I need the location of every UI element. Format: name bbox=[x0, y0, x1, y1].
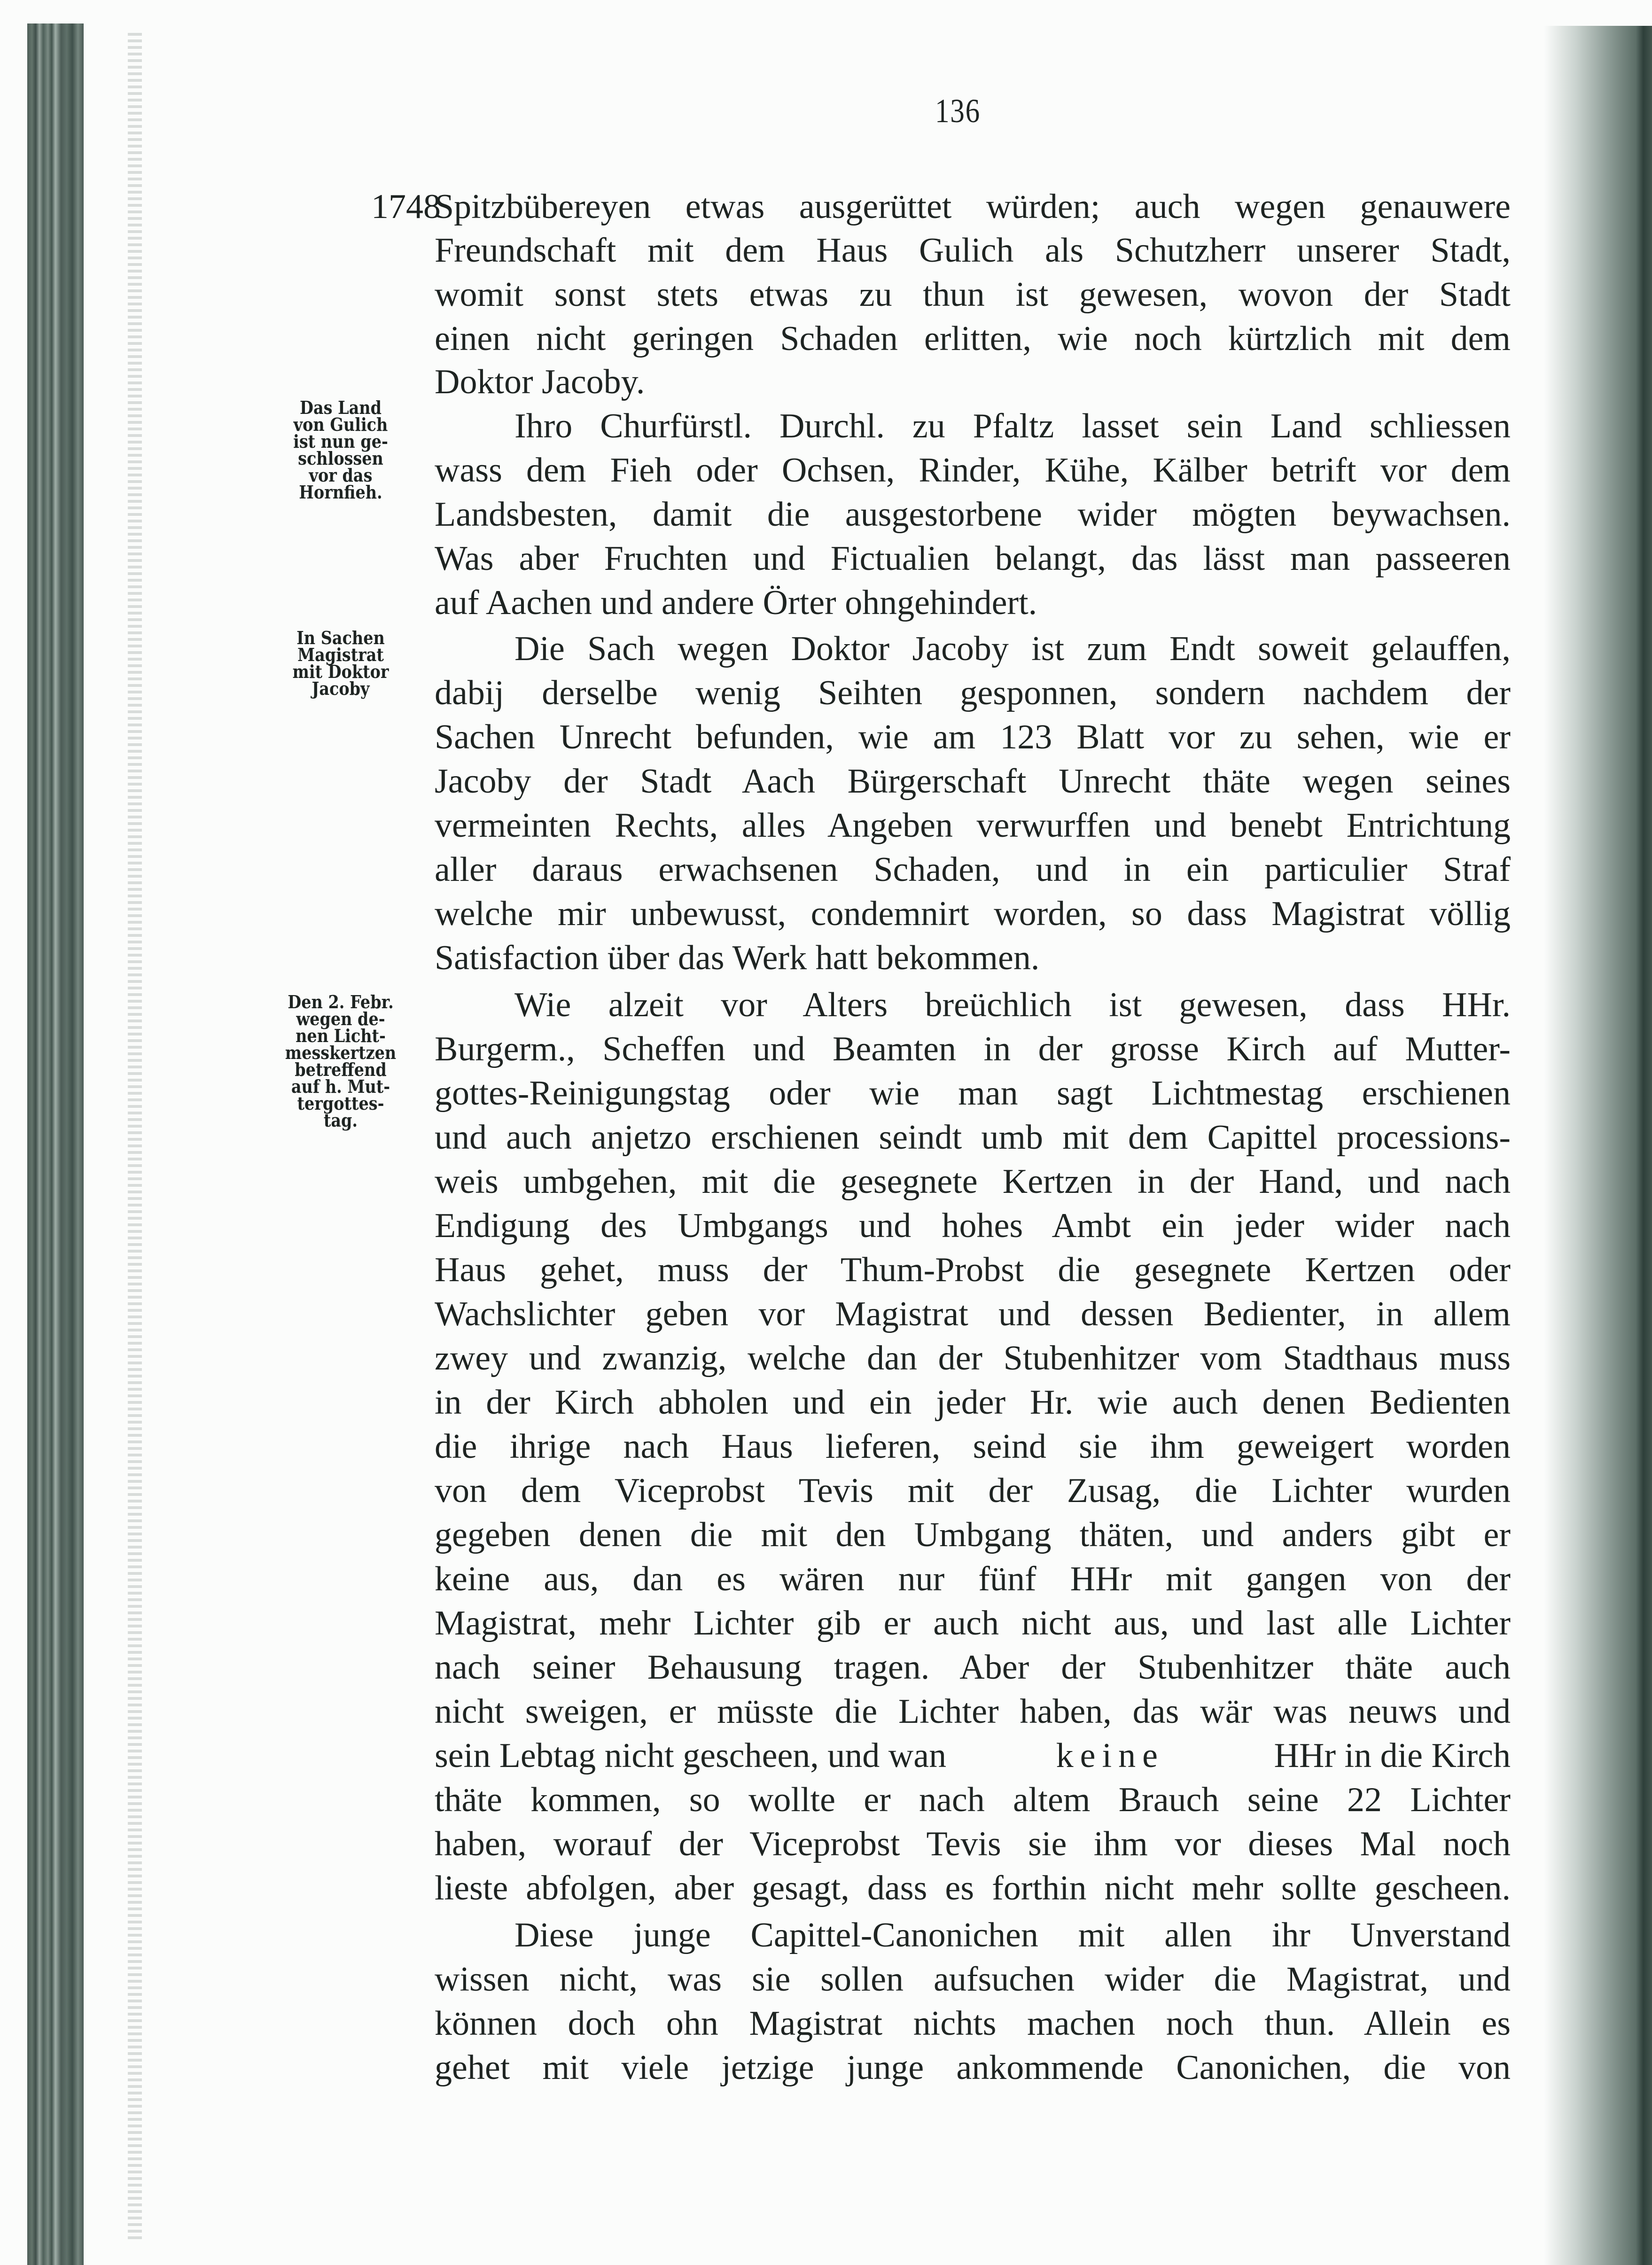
text-line: wissen nicht, was sie sollen aufsuchen wider die Magistrat, und bbox=[435, 1960, 1511, 1999]
year-marker: 1748 bbox=[371, 187, 441, 226]
text-line: die ihrige nach Haus lieferen, seind sie ihm geweigert worden bbox=[435, 1427, 1511, 1466]
text-line: können doch ohn Magistrat nichts machen noch thun. Allein es bbox=[435, 2004, 1511, 2043]
text-line: haben, worauf der Viceprobst Tevis sie ihm vor dieses Mal noch bbox=[435, 1825, 1511, 1863]
text-segment: sein Lebtag nicht gescheen, und wan bbox=[435, 1736, 947, 1775]
margin-note-line: schlossen bbox=[298, 448, 383, 469]
margin-note-line: wegen de- bbox=[296, 1008, 385, 1029]
text-line: Spitzbübereyen etwas ausgerüttet würden; auch wegen genauwere bbox=[435, 187, 1511, 226]
text-line: auf Aachen und andere Örter ohngehindert. bbox=[435, 584, 1037, 622]
margin-note-line: Hornfieh. bbox=[299, 482, 382, 503]
margin-note-line: tag. bbox=[323, 1110, 358, 1131]
text-line: Jacoby der Stadt Aach Bürgerschaft Unrecht thäte wegen seines bbox=[435, 762, 1511, 801]
margin-note-line: von Gulich bbox=[293, 414, 388, 435]
margin-note-land-gulich bbox=[273, 399, 409, 501]
text-line: Was aber Fruchten und Fictualien belangt, das lässt man passeeren bbox=[435, 539, 1511, 578]
margin-note-line: messkertzen bbox=[285, 1042, 397, 1063]
book-binding-shadow-left bbox=[27, 23, 84, 2265]
text-line: Doktor Jacoby. bbox=[435, 363, 645, 401]
emphasized-word: keine bbox=[1056, 1736, 1164, 1775]
text-line: Magistrat, mehr Lichter gib er auch nicht aus, und last alle Lichter bbox=[435, 1604, 1511, 1642]
text-line: gehet mit viele jetzige junge ankommende Canonichen, die von bbox=[435, 2048, 1511, 2087]
page-number: 136 bbox=[935, 92, 981, 130]
margin-note-line: Magistrat bbox=[297, 644, 384, 665]
text-line-emphasis bbox=[435, 1735, 1511, 1777]
text-line: keine aus, dan es wären nur fünf HHr mit gangen von der bbox=[435, 1560, 1511, 1598]
text-line: dabij derselbe wenig Seihten gesponnen, sondern nachdem der bbox=[435, 674, 1511, 712]
margin-note-line: Den 2. Febr. bbox=[288, 991, 394, 1012]
text-line: aller daraus erwachsenen Schaden, und in ein particulier Straf bbox=[435, 850, 1511, 889]
margin-note-line: Jacoby bbox=[312, 678, 370, 699]
text-line: womit sonst stets etwas zu thun ist gewesen, wovon der Stadt bbox=[435, 275, 1511, 314]
text-line: Satisfaction über das Werk hatt bekommen. bbox=[435, 939, 1040, 977]
text-line: Haus gehet, muss der Thum-Probst die gesegnete Kertzen oder bbox=[435, 1251, 1511, 1289]
margin-note-line: ist nun ge- bbox=[293, 431, 388, 452]
text-line: Die Sach wegen Doktor Jacoby ist zum Endt soweit gelauffen, bbox=[514, 630, 1511, 668]
text-line: wass dem Fieh oder Ochsen, Rinder, Kühe, Kälber betrift vor dem bbox=[435, 451, 1511, 490]
bleed-through-marks bbox=[128, 33, 142, 2241]
margin-note-line: In Sachen bbox=[296, 627, 385, 648]
margin-note-line: mit Doktor bbox=[292, 661, 389, 682]
text-line: nach seiner Behausung tragen. Aber der Stubenhitzer thäte auch bbox=[435, 1648, 1511, 1687]
text-line: vermeinten Rechts, alles Angeben verwurffen und benebt Entrichtung bbox=[435, 806, 1511, 845]
text-line: Sachen Unrecht befunden, wie am 123 Blatt vor zu sehen, wie er bbox=[435, 718, 1511, 756]
text-line: welche mir unbewusst, condemnirt worden, so dass Magistrat völlig bbox=[435, 895, 1511, 933]
text-line: gottes-Reinigungstag oder wie man sagt Lichtmestag erschienen bbox=[435, 1074, 1511, 1113]
margin-note-line: vor das bbox=[309, 465, 373, 486]
margin-note-line: tergottes- bbox=[297, 1093, 384, 1114]
margin-note-line: betreffend bbox=[295, 1059, 387, 1080]
text-line: Diese junge Capittel-Canonichen mit allen ihr Unverstand bbox=[514, 1916, 1511, 1954]
margin-note-lichtmess bbox=[273, 991, 409, 1131]
page-edge-shadow-right bbox=[1544, 26, 1652, 2265]
text-line: gegeben denen die mit den Umbgang thäten, und anders gibt er bbox=[435, 1516, 1511, 1554]
text-line: Freundschaft mit dem Haus Gulich als Schutzherr unserer Stadt, bbox=[435, 231, 1511, 270]
text-line: Landsbesten, damit die ausgestorbene wider mögten beywachsen. bbox=[435, 495, 1511, 534]
text-line: von dem Viceprobst Tevis mit der Zusag, die Lichter wurden bbox=[435, 1471, 1511, 1510]
text-segment: HHr in die Kirch bbox=[1274, 1736, 1511, 1775]
text-line: einen nicht geringen Schaden erlitten, wie noch kürtzlich mit dem bbox=[435, 319, 1511, 358]
text-line: Wie alzeit vor Alters breüchlich ist gewesen, dass HHr. bbox=[514, 986, 1511, 1024]
margin-note-doktor-jacoby bbox=[273, 627, 409, 699]
text-line: in der Kirch abholen und ein jeder Hr. wie auch denen Bedienten bbox=[435, 1383, 1511, 1422]
text-line: lieste abfolgen, aber gesagt, dass es forthin nicht mehr sollte gescheen. bbox=[435, 1869, 1511, 1907]
margin-note-line: auf h. Mut- bbox=[291, 1076, 390, 1097]
text-line: weis umbgehen, mit die gesegnete Kertzen in der Hand, und nach bbox=[435, 1162, 1511, 1201]
margin-note-line: Das Land bbox=[299, 397, 382, 418]
text-line: Wachslichter geben vor Magistrat und dessen Bedienter, in allem bbox=[435, 1295, 1511, 1333]
margin-note-line: nen Licht- bbox=[296, 1025, 386, 1046]
text-line: Endigung des Umbgangs und hohes Ambt ein jeder wider nach bbox=[435, 1206, 1511, 1245]
text-line: zwey und zwanzig, welche dan der Stubenhitzer vom Stadthaus muss bbox=[435, 1339, 1511, 1378]
text-line: thäte kommen, so wollte er nach altem Brauch seine 22 Lichter bbox=[435, 1781, 1511, 1819]
text-line: und auch anjetzo erschienen seindt umb mit dem Capittel processions- bbox=[435, 1118, 1511, 1157]
text-line: Burgerm., Scheffen und Beamten in der grosse Kirch auf Mutter- bbox=[435, 1030, 1511, 1068]
text-line: nicht sweigen, er müsste die Lichter haben, das wär was neuws und bbox=[435, 1692, 1511, 1731]
text-line: Ihro Churfürstl. Durchl. zu Pfaltz lasset sein Land schliessen bbox=[514, 407, 1511, 445]
